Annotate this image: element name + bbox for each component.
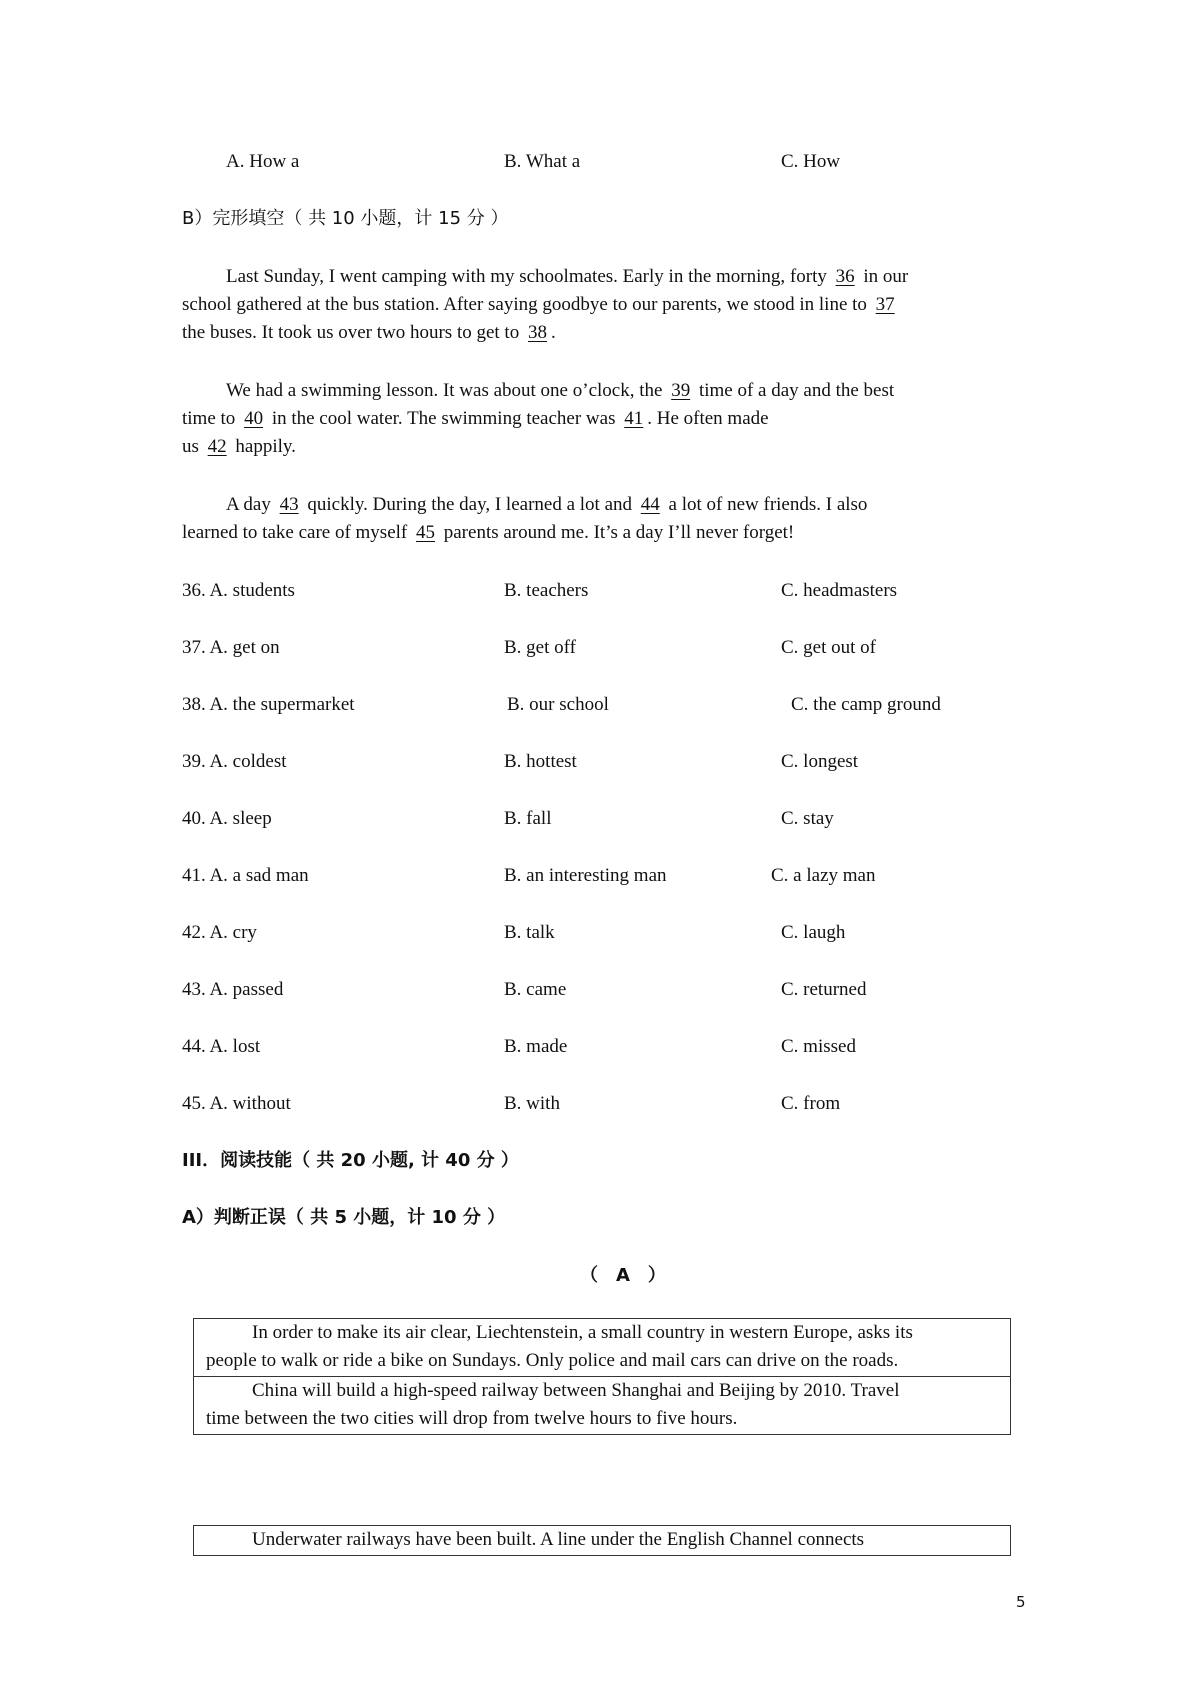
blank-41: 41	[624, 408, 644, 429]
blank-37: 37	[875, 294, 895, 315]
blank-40: 40	[244, 408, 264, 429]
question-38-option-a: 38. A. the supermarket	[182, 694, 355, 715]
question-41-option-c: C. a lazy man	[771, 865, 876, 886]
question-37-option-c: C. get out of	[781, 637, 876, 658]
question-39-option-c: C. longest	[781, 751, 859, 772]
question-45-option-b: B. with	[504, 1093, 560, 1114]
q35-option-c: C. How	[781, 151, 841, 172]
blank-39: 39	[671, 380, 691, 401]
question-40-option-a: 40. A. sleep	[182, 808, 272, 829]
question-36-option-a: 36. A. students	[182, 580, 295, 601]
question-39-option-a: 39. A. coldest	[182, 751, 287, 772]
page-number: 5	[1016, 1593, 1026, 1611]
question-38-option-b: B. our school	[507, 694, 609, 715]
blank-42: 42	[207, 436, 227, 457]
question-43-option-a: 43. A. passed	[182, 979, 284, 1000]
blank-45: 45	[416, 522, 435, 543]
question-42-option-b: B. talk	[504, 922, 555, 943]
question-42-option-c: C. laugh	[781, 922, 846, 943]
question-41-option-a: 41. A. a sad man	[182, 865, 309, 886]
news-box-1: In order to make its air clear, Liechtenstein, a small country in western Europe, asks its people to walk or ride a bike on Sundays. Only police and mail cars can drive on the roads.	[193, 1318, 1011, 1377]
section-b-heading: B）完形填空（ 共 10 小题，计 15 分 ）	[182, 208, 509, 229]
question-38-option-c: C. the camp ground	[791, 694, 941, 715]
question-40-option-c: C. stay	[781, 808, 834, 829]
blank-44: 44	[640, 494, 660, 515]
section-iii-heading: III．阅读技能（ 共 20 小题, 计 40 分 ）	[182, 1150, 519, 1171]
question-39-option-b: B. hottest	[504, 751, 577, 772]
q35-option-b: B. What a	[504, 151, 581, 172]
question-37-option-a: 37. A. get on	[182, 637, 280, 658]
question-43-option-c: C. returned	[781, 979, 867, 1000]
question-42-option-a: 42. A. cry	[182, 922, 257, 943]
news-box-3: Underwater railways have been built. A line under the English Channel connects	[193, 1525, 1011, 1556]
reading-a-label: （ A ）	[580, 1265, 666, 1286]
question-40-option-b: B. fall	[504, 808, 552, 829]
blank-36: 36	[835, 266, 855, 287]
question-36-option-c: C. headmasters	[781, 580, 898, 601]
question-37-option-b: B. get off	[504, 637, 576, 658]
blank-38: 38	[527, 322, 547, 343]
question-44-option-a: 44. A. lost	[182, 1036, 261, 1057]
question-43-option-b: B. came	[504, 979, 567, 1000]
blank-43: 43	[279, 494, 299, 515]
question-45-option-a: 45. A. without	[182, 1093, 291, 1114]
q35-option-a: A. How a	[226, 151, 300, 172]
news-box-2: China will build a high-speed railway between Shanghai and Beijing by 2010. Travel time between the two cities will drop from twelve hours to five hours.	[193, 1376, 1011, 1435]
question-41-option-b: B. an interesting man	[504, 865, 667, 886]
question-44-option-c: C. missed	[781, 1036, 856, 1057]
question-45-option-c: C. from	[781, 1093, 841, 1114]
question-36-option-b: B. teachers	[504, 580, 589, 601]
question-44-option-b: B. made	[504, 1036, 568, 1057]
section-a-heading: A）判断正误（ 共 5 小题，计 10 分 ）	[182, 1207, 506, 1228]
